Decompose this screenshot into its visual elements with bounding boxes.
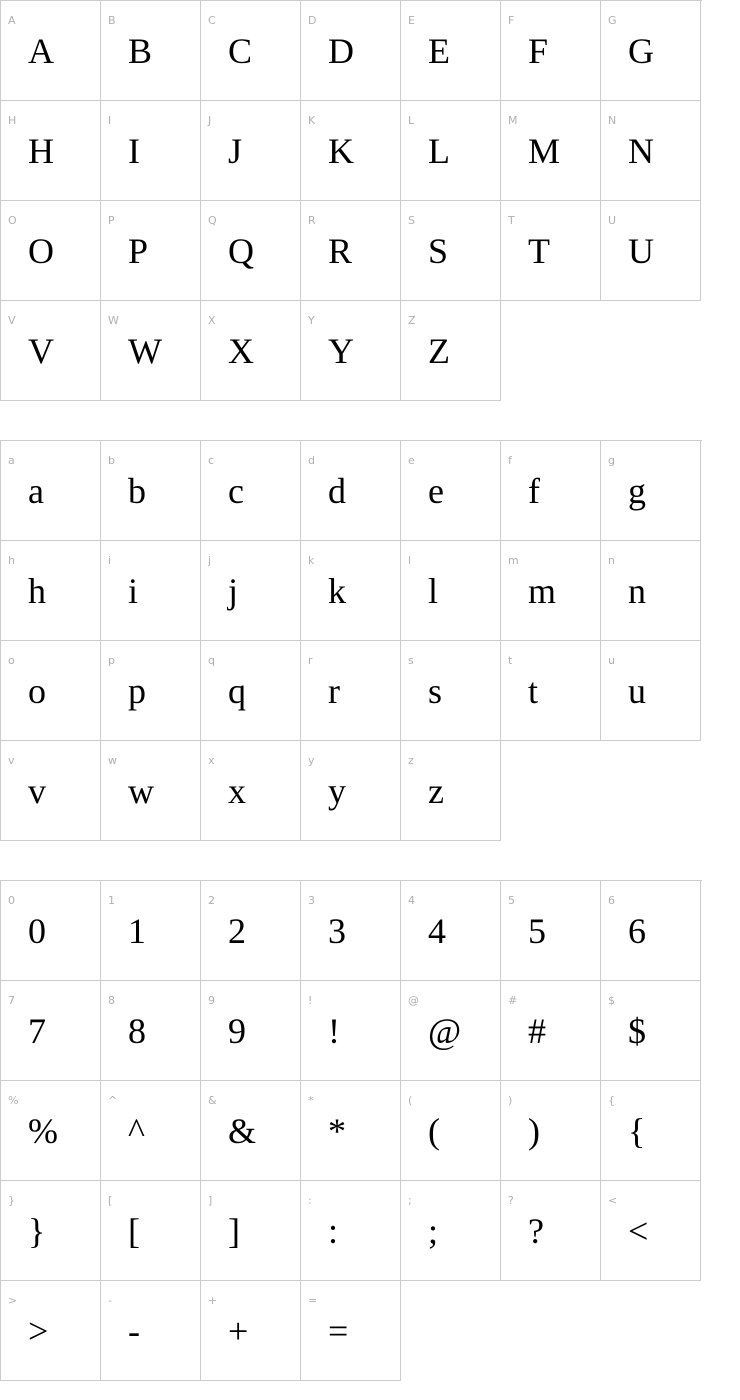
cell-character-glyph: r — [328, 671, 340, 711]
cell-character-glyph: ) — [528, 1111, 540, 1151]
glyph-cell — [501, 201, 601, 301]
glyph-cell — [301, 1181, 401, 1281]
cell-character-glyph: Y — [328, 331, 354, 371]
cell-character-label: d — [308, 454, 315, 467]
cell-character-label: c — [208, 454, 215, 467]
cell-character-glyph: R — [328, 231, 353, 271]
cell-character-label: ! — [308, 994, 313, 1007]
cell-character-glyph: o — [28, 671, 46, 711]
cell-character-label: 5 — [508, 894, 515, 907]
glyph-cell — [601, 1181, 701, 1281]
cell-character-glyph: 0 — [28, 911, 46, 951]
glyph-cell — [301, 1081, 401, 1181]
cell-character-label: b — [108, 454, 115, 467]
cell-character-glyph: # — [528, 1011, 546, 1051]
glyph-cell — [1, 1181, 101, 1281]
cell-character-glyph: Z — [428, 331, 450, 371]
numbers-symbols-glyph-grid — [0, 880, 702, 1381]
glyph-cell — [401, 301, 501, 401]
glyph-cell — [201, 1281, 301, 1381]
cell-character-glyph: K — [328, 131, 354, 171]
glyph-cell — [301, 1281, 401, 1381]
cell-character-label: 1 — [108, 894, 115, 907]
glyph-cell — [201, 441, 301, 541]
cell-character-label: 9 — [208, 994, 215, 1007]
cell-character-glyph: [ — [128, 1211, 140, 1251]
cell-character-glyph: d — [328, 471, 346, 511]
glyph-cell — [301, 101, 401, 201]
cell-character-label: M — [508, 114, 518, 127]
glyph-cell — [201, 1, 301, 101]
glyph-cell — [101, 881, 201, 981]
glyph-cell — [301, 541, 401, 641]
cell-character-glyph: D — [328, 31, 354, 71]
glyph-cell — [201, 101, 301, 201]
cell-character-label: v — [8, 754, 15, 767]
glyph-cell — [1, 981, 101, 1081]
cell-character-label: L — [408, 114, 415, 127]
glyph-cell — [601, 981, 701, 1081]
cell-character-label: p — [108, 654, 115, 667]
glyph-cell — [1, 541, 101, 641]
cell-character-glyph: O — [28, 231, 54, 271]
cell-character-label: V — [8, 314, 16, 327]
cell-character-label: l — [408, 554, 412, 567]
cell-character-label: = — [308, 1294, 318, 1307]
cell-character-label: E — [408, 14, 415, 27]
cell-character-label: 6 — [608, 894, 615, 907]
glyph-cell — [301, 881, 401, 981]
glyph-cell — [401, 201, 501, 301]
glyph-cell — [101, 1281, 201, 1381]
cell-character-glyph: t — [528, 671, 539, 711]
cell-character-label: B — [108, 14, 116, 27]
cell-character-label: ( — [408, 1094, 413, 1107]
cell-character-glyph: m — [528, 571, 557, 611]
cell-character-label: S — [408, 214, 415, 227]
cell-character-glyph: % — [28, 1111, 58, 1151]
cell-character-glyph: c — [228, 471, 244, 511]
cell-character-label: t — [508, 654, 513, 667]
cell-character-label: f — [508, 454, 512, 467]
cell-character-label: n — [608, 554, 615, 567]
glyph-cell — [201, 981, 301, 1081]
glyph-cell — [601, 441, 701, 541]
glyph-cell — [1, 1, 101, 101]
cell-character-label: ^ — [108, 1094, 118, 1107]
glyph-cell — [401, 741, 501, 841]
cell-character-label: - — [108, 1294, 112, 1307]
cell-character-label: w — [108, 754, 117, 767]
cell-character-glyph: = — [328, 1311, 349, 1351]
cell-character-label: Z — [408, 314, 416, 327]
cell-character-label: J — [208, 114, 212, 127]
glyph-cell — [1, 441, 101, 541]
glyph-cell — [401, 981, 501, 1081]
cell-character-glyph: $ — [628, 1011, 646, 1051]
cell-character-label: x — [208, 754, 215, 767]
glyph-cell — [1, 881, 101, 981]
cell-character-glyph: a — [28, 471, 44, 511]
glyph-cell — [101, 741, 201, 841]
lowercase-glyph-grid — [0, 440, 702, 841]
glyph-cell — [501, 1081, 601, 1181]
glyph-cell — [601, 541, 701, 641]
glyph-cell — [201, 1081, 301, 1181]
glyph-cell — [601, 1, 701, 101]
cell-character-label: K — [308, 114, 316, 127]
glyph-cell — [101, 301, 201, 401]
cell-character-glyph: ; — [428, 1211, 439, 1251]
cell-character-label: U — [608, 214, 617, 227]
cell-character-glyph: N — [628, 131, 654, 171]
cell-character-label: I — [108, 114, 112, 127]
cell-character-label: ] — [208, 1194, 213, 1207]
cell-character-glyph: ? — [528, 1211, 544, 1251]
cell-character-glyph: I — [128, 131, 140, 171]
cell-character-label: y — [308, 754, 315, 767]
cell-character-label: + — [208, 1294, 218, 1307]
cell-character-glyph: p — [128, 671, 146, 711]
glyph-cell — [101, 981, 201, 1081]
glyph-cell — [501, 1, 601, 101]
cell-character-glyph: l — [428, 571, 439, 611]
glyph-cell — [201, 641, 301, 741]
cell-character-glyph: v — [28, 771, 46, 811]
cell-character-label: 2 — [208, 894, 215, 907]
cell-character-glyph: } — [28, 1211, 46, 1251]
cell-character-glyph: k — [328, 571, 346, 611]
cell-character-glyph: n — [628, 571, 646, 611]
cell-character-glyph: i — [128, 571, 139, 611]
cell-character-glyph: * — [328, 1111, 346, 1151]
cell-character-glyph: E — [428, 31, 450, 71]
cell-character-label: m — [508, 554, 519, 567]
cell-character-label: D — [308, 14, 317, 27]
glyph-cell — [501, 981, 601, 1081]
glyph-cell — [101, 1081, 201, 1181]
cell-character-label: j — [208, 554, 212, 567]
glyph-cell — [401, 1, 501, 101]
cell-character-glyph: X — [228, 331, 254, 371]
glyph-cell — [101, 541, 201, 641]
cell-character-label: s — [408, 654, 414, 667]
cell-character-label: W — [108, 314, 119, 327]
cell-character-glyph: u — [628, 671, 646, 711]
cell-character-label: & — [208, 1094, 217, 1107]
cell-character-glyph: ( — [428, 1111, 440, 1151]
glyph-cell — [601, 201, 701, 301]
cell-character-glyph: w — [128, 771, 154, 811]
cell-character-label: @ — [408, 994, 419, 1007]
glyph-cell — [601, 641, 701, 741]
cell-character-glyph: ] — [228, 1211, 240, 1251]
cell-character-label: A — [8, 14, 16, 27]
cell-character-label: o — [8, 654, 15, 667]
cell-character-glyph: S — [428, 231, 449, 271]
cell-character-label: ) — [508, 1094, 513, 1107]
cell-character-label: R — [308, 214, 316, 227]
cell-character-glyph: 8 — [128, 1011, 146, 1051]
glyph-cell — [1, 1281, 101, 1381]
cell-character-glyph: ! — [328, 1011, 340, 1051]
cell-character-glyph: 1 — [128, 911, 146, 951]
cell-character-glyph: f — [528, 471, 540, 511]
glyph-cell — [401, 881, 501, 981]
cell-character-label: C — [208, 14, 216, 27]
cell-character-glyph: 7 — [28, 1011, 46, 1051]
cell-character-label: N — [608, 114, 617, 127]
glyph-cell — [401, 641, 501, 741]
cell-character-label: 4 — [408, 894, 415, 907]
glyph-cell — [401, 441, 501, 541]
cell-character-glyph: Q — [228, 231, 254, 271]
cell-character-glyph: : — [328, 1211, 339, 1251]
glyph-cell — [301, 301, 401, 401]
cell-character-label: G — [608, 14, 617, 27]
cell-character-glyph: x — [228, 771, 246, 811]
glyph-cell — [401, 101, 501, 201]
glyph-cell — [101, 101, 201, 201]
cell-character-glyph: 5 — [528, 911, 546, 951]
cell-character-label: T — [508, 214, 515, 227]
cell-character-label: [ — [108, 1194, 113, 1207]
glyph-cell — [101, 1, 201, 101]
cell-character-label: $ — [608, 994, 615, 1007]
cell-character-label: * — [308, 1094, 314, 1107]
glyph-cell — [101, 1181, 201, 1281]
glyph-cell — [301, 441, 401, 541]
cell-character-label: e — [408, 454, 415, 467]
glyph-cell — [101, 201, 201, 301]
cell-character-glyph: h — [28, 571, 46, 611]
cell-character-glyph: P — [128, 231, 149, 271]
glyph-cell — [1, 741, 101, 841]
glyph-cell — [501, 1181, 601, 1281]
glyph-cell — [1, 641, 101, 741]
glyph-cell — [1, 101, 101, 201]
cell-character-glyph: U — [628, 231, 654, 271]
cell-character-label: < — [608, 1194, 618, 1207]
cell-character-label: > — [8, 1294, 18, 1307]
glyph-cell — [301, 981, 401, 1081]
glyph-cell — [401, 1081, 501, 1181]
glyph-cell — [301, 741, 401, 841]
glyph-cell — [501, 441, 601, 541]
cell-character-label: P — [108, 214, 115, 227]
cell-character-glyph: ^ — [128, 1111, 145, 1151]
cell-character-label: g — [608, 454, 615, 467]
cell-character-label: h — [8, 554, 15, 567]
glyph-cell — [201, 541, 301, 641]
cell-character-label: Q — [208, 214, 217, 227]
glyph-cell — [301, 1, 401, 101]
cell-character-glyph: j — [228, 571, 239, 611]
cell-character-label: % — [8, 1094, 19, 1107]
cell-character-glyph: 4 — [428, 911, 446, 951]
cell-character-glyph: > — [28, 1311, 49, 1351]
glyph-cell — [501, 101, 601, 201]
cell-character-glyph: 3 — [328, 911, 346, 951]
cell-character-label: : — [308, 1194, 312, 1207]
cell-character-label: 3 — [308, 894, 315, 907]
cell-character-glyph: e — [428, 471, 444, 511]
glyph-cell — [601, 101, 701, 201]
glyph-cell — [201, 301, 301, 401]
glyph-cell — [201, 741, 301, 841]
glyph-cell — [1, 301, 101, 401]
cell-character-glyph: G — [628, 31, 654, 71]
cell-character-glyph: + — [228, 1311, 249, 1351]
cell-character-glyph: - — [128, 1311, 140, 1351]
cell-character-glyph: C — [228, 31, 253, 71]
cell-character-label: F — [508, 14, 515, 27]
cell-character-glyph: M — [528, 131, 561, 171]
glyph-cell — [401, 1181, 501, 1281]
cell-character-glyph: 6 — [628, 911, 646, 951]
cell-character-label: 0 — [8, 894, 15, 907]
cell-character-glyph: < — [628, 1211, 649, 1251]
cell-character-label: r — [308, 654, 313, 667]
glyph-cell — [1, 1081, 101, 1181]
cell-character-glyph: g — [628, 471, 646, 511]
cell-character-glyph: J — [228, 131, 243, 171]
cell-character-glyph: & — [228, 1111, 257, 1151]
cell-character-label: k — [308, 554, 315, 567]
glyph-cell — [1, 201, 101, 301]
glyph-cell — [301, 641, 401, 741]
cell-character-label: 8 — [108, 994, 115, 1007]
cell-character-glyph: W — [128, 331, 162, 371]
glyph-cell — [201, 201, 301, 301]
cell-character-label: 7 — [8, 994, 15, 1007]
cell-character-glyph: 9 — [228, 1011, 246, 1051]
cell-character-label: a — [8, 454, 15, 467]
cell-character-glyph: L — [428, 131, 450, 171]
cell-character-label: z — [408, 754, 414, 767]
cell-character-glyph: s — [428, 671, 443, 711]
cell-character-glyph: F — [528, 31, 549, 71]
cell-character-label: u — [608, 654, 615, 667]
glyph-cell — [301, 201, 401, 301]
glyph-cell — [501, 881, 601, 981]
cell-character-label: X — [208, 314, 216, 327]
cell-character-glyph: H — [28, 131, 54, 171]
uppercase-glyph-grid — [0, 0, 702, 401]
cell-character-glyph: V — [28, 331, 54, 371]
glyph-cell — [101, 441, 201, 541]
cell-character-glyph: q — [228, 671, 246, 711]
glyph-cell — [201, 1181, 301, 1281]
cell-character-label: Y — [308, 314, 315, 327]
cell-character-label: q — [208, 654, 215, 667]
glyph-cell — [101, 641, 201, 741]
cell-character-glyph: T — [528, 231, 550, 271]
cell-character-label: i — [108, 554, 112, 567]
cell-character-glyph: 2 — [228, 911, 246, 951]
cell-character-glyph: A — [28, 31, 54, 71]
cell-character-label: H — [8, 114, 17, 127]
cell-character-label: # — [508, 994, 518, 1007]
glyph-cell — [601, 1081, 701, 1181]
cell-character-label: O — [8, 214, 17, 227]
cell-character-label: ; — [408, 1194, 412, 1207]
glyph-cell — [601, 881, 701, 981]
cell-character-label: { — [608, 1094, 615, 1107]
cell-character-glyph: z — [428, 771, 444, 811]
cell-character-glyph: B — [128, 31, 153, 71]
cell-character-label: ? — [508, 1194, 514, 1207]
glyph-cell — [201, 881, 301, 981]
glyph-cell — [401, 541, 501, 641]
glyph-cell — [501, 541, 601, 641]
glyph-cell — [501, 641, 601, 741]
cell-character-label: } — [8, 1194, 15, 1207]
cell-character-glyph: y — [328, 771, 346, 811]
cell-character-glyph: b — [128, 471, 146, 511]
cell-character-glyph: @ — [428, 1011, 462, 1051]
cell-character-glyph: { — [628, 1111, 646, 1151]
